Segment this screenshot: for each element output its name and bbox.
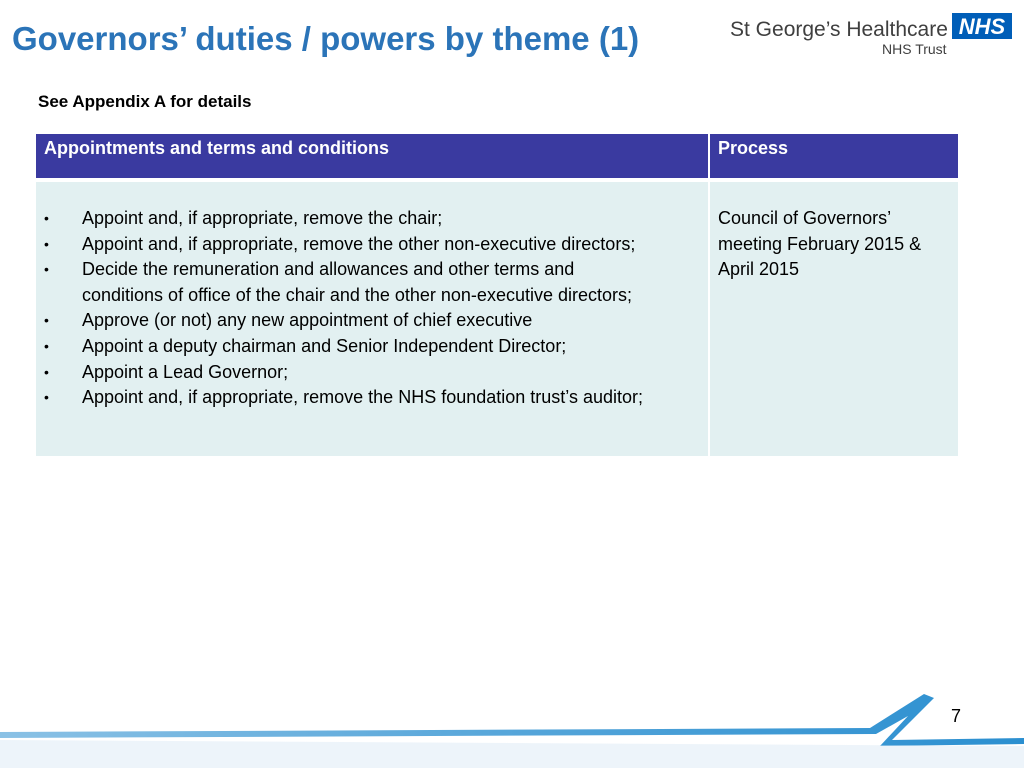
- footer-swoosh-decoration: [0, 680, 1024, 768]
- header-appointments: Appointments and terms and conditions: [36, 132, 710, 178]
- trust-logo: [730, 10, 1014, 58]
- nhs-badge-text: NHS: [958, 14, 1006, 39]
- header-process: Process: [710, 132, 958, 178]
- logo-sub-text: NHS Trust: [882, 41, 947, 57]
- list-item-text: Appoint and, if appropriate, remove the other non-executive directors;: [82, 233, 636, 254]
- bullet-icon: •: [44, 210, 49, 226]
- duties-cell: [36, 178, 710, 456]
- list-item: [36, 206, 708, 232]
- duties-list: [36, 206, 708, 411]
- list-item: [36, 308, 708, 334]
- list-item-text: Appoint and, if appropriate, remove the NHS foundation trust’s auditor;: [82, 387, 643, 408]
- process-cell: [710, 178, 958, 456]
- list-item-text: Appoint and, if appropriate, remove the chair;: [82, 208, 443, 228]
- list-item-text: Approve (or not) any new appointment of chief executive: [82, 310, 533, 331]
- list-item-text: Appoint a deputy chairman and Senior Independent Director;: [82, 335, 567, 356]
- page-number: 7: [951, 706, 962, 726]
- process-text: Council of Governors’ meeting February 2015 & April 2015: [718, 208, 922, 280]
- list-item-text: Appoint a Lead Governor;: [82, 361, 289, 382]
- slide-subtitle: See Appendix A for details: [38, 92, 252, 111]
- nhs-logo-icon: [952, 13, 1012, 39]
- bullet-icon: •: [44, 363, 49, 380]
- logo-org-name: St George’s Healthcare: [730, 18, 948, 41]
- slide-title: Governors’ duties / powers by theme (1): [12, 20, 640, 57]
- list-item: [36, 257, 708, 308]
- table-header-row: [36, 132, 958, 178]
- bullet-icon: •: [44, 337, 49, 354]
- bullet-icon: •: [44, 312, 49, 329]
- bullet-icon: •: [44, 235, 49, 252]
- list-item: [36, 334, 708, 360]
- list-item: [36, 360, 708, 386]
- list-item: [36, 232, 708, 258]
- bullet-icon: •: [44, 261, 49, 278]
- duties-table: [36, 132, 958, 456]
- list-item-text: Decide the remuneration and allowances and other terms and conditions of office of the chair and the other non-executive directors;: [82, 259, 632, 305]
- list-item: [36, 385, 708, 411]
- bullet-icon: •: [44, 389, 49, 406]
- table-row: [36, 178, 958, 456]
